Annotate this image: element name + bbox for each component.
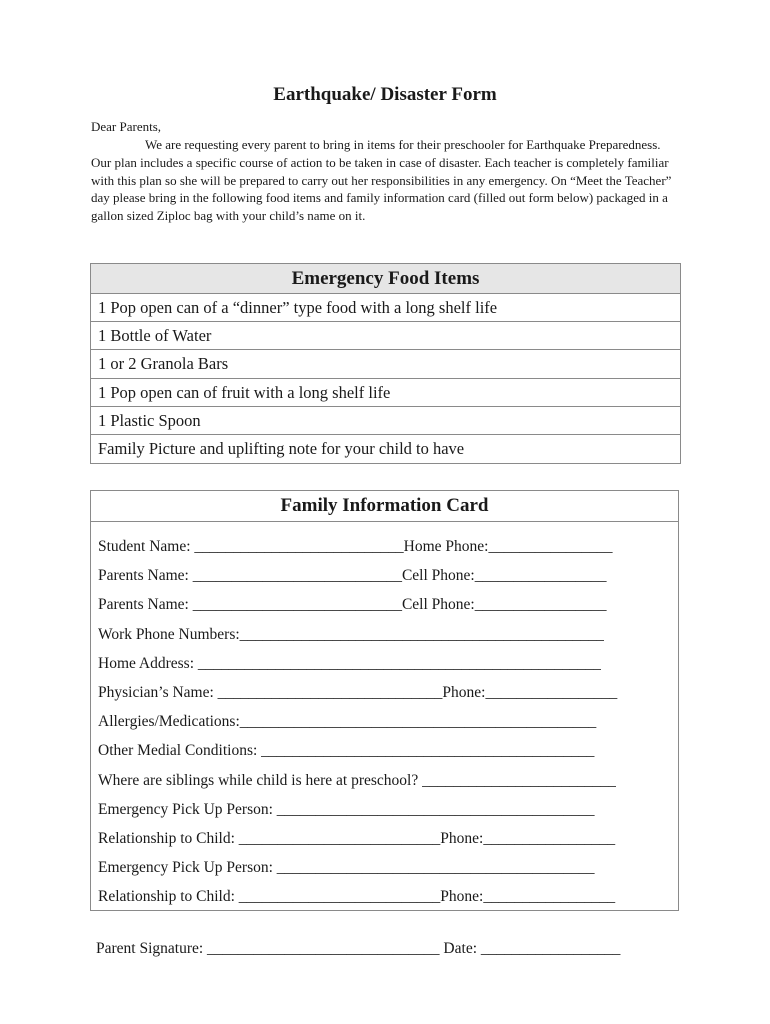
food-table-heading: Emergency Food Items xyxy=(91,264,680,294)
siblings-location-field[interactable]: Where are siblings while child is here at preschool? _________________________ xyxy=(98,771,616,789)
pickup-person-field[interactable]: Emergency Pick Up Person: _________________________________________ xyxy=(98,859,595,877)
parents-name-field[interactable]: Parents Name: ___________________________Cell Phone:_________________ xyxy=(98,596,607,614)
work-phone-field[interactable]: Work Phone Numbers:_______________________________________________ xyxy=(98,625,604,643)
relationship-field[interactable]: Relationship to Child: __________________________Phone:_________________ xyxy=(98,888,616,906)
page-title: Earthquake/ Disaster Form xyxy=(273,84,497,105)
allergies-field[interactable]: Allergies/Medications:______________________________________________ xyxy=(98,713,597,731)
physician-name-field[interactable]: Physician’s Name: _____________________________Phone:_________________ xyxy=(98,683,618,701)
emergency-food-table xyxy=(90,263,681,464)
medical-conditions-field[interactable]: Other Medial Conditions: ___________________________________________ xyxy=(98,742,595,760)
family-information-card xyxy=(90,490,679,911)
card-fields xyxy=(91,522,678,911)
parents-name-field[interactable]: Parents Name: ___________________________Cell Phone:_________________ xyxy=(98,567,607,585)
letter-body: We are requesting every parent to bring in items for their preschooler for Earthquake Preparedness. Our plan includes a specific course of action to be taken in case of disaster. Each teacher is completely familiar with this plan so she will be prepared to carry out her responsibilities in any emergency. On “Meet the Teacher” day please bring in the following food items and family information card (filled out form below) packaged in a gallon sized Ziploc bag with your child’s name on it. xyxy=(91,137,672,224)
food-item: 1 or 2 Granola Bars xyxy=(91,350,680,378)
parent-signature-line[interactable]: Parent Signature: ______________________________ Date: __________________ xyxy=(96,940,621,957)
home-address-field[interactable]: Home Address: ____________________________________________________ xyxy=(98,654,601,672)
student-name-field[interactable]: Student Name: ___________________________Home Phone:________________ xyxy=(98,538,613,555)
salutation: Dear Parents, xyxy=(91,119,162,134)
relationship-field[interactable]: Relationship to Child: __________________________Phone:_________________ xyxy=(98,829,616,847)
food-item: 1 Plastic Spoon xyxy=(91,407,680,435)
food-item: 1 Pop open can of a “dinner” type food with a long shelf life xyxy=(91,294,680,322)
food-item: 1 Pop open can of fruit with a long shelf life xyxy=(91,379,680,407)
card-heading: Family Information Card xyxy=(91,491,678,522)
pickup-person-field[interactable]: Emergency Pick Up Person: _________________________________________ xyxy=(98,800,595,818)
food-item: Family Picture and uplifting note for your child to have xyxy=(98,438,465,458)
food-item: 1 Bottle of Water xyxy=(91,322,680,350)
